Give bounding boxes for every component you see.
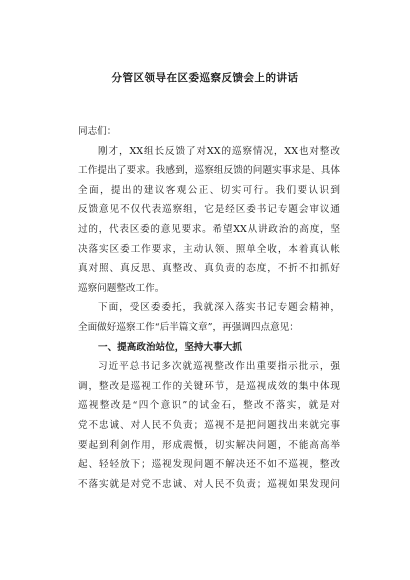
section-heading: 一、提高政治站位，坚持大事大抓 <box>98 341 242 353</box>
text-line: 过的，代表区委的意见要求。希望XX从讲政治的高度，坚 <box>78 223 340 235</box>
text-line: 不落实就是对党不忠诚、对人民不负责；巡视如果发现问 <box>78 478 340 490</box>
text-line: 工作提出了要求。我感到，巡察组反馈的问题实事求是、具体 <box>78 165 340 177</box>
text-line: 决落实区委工作要求，主动认领、照单全收，本着真认帐 <box>78 243 340 255</box>
text-line: 要起到利剑作用，形成震慑，切实解决问题，不能高高举 <box>78 439 340 451</box>
document-title: 分管区领导在区委巡察反馈会上的讲话 <box>111 72 299 84</box>
text-line: 下面，受区委委托，我就深入落实书记专题会精神， <box>98 302 340 314</box>
text-line: 党不忠诚、对人民不负责；巡视不是把问题找出来就完事 <box>78 419 340 431</box>
text-line: 调，整改是巡视工作的关键环节，是巡视成效的集中体现 <box>78 380 340 392</box>
text-line: 巡视整改是“四个意识”的试金石，整改不落实，就是对 <box>78 400 340 412</box>
text-line: 巡察问题整改工作。 <box>78 282 165 294</box>
text-line: 习近平总书记多次就巡视整改作出重要指示批示，强 <box>98 361 340 373</box>
text-line: 全面做好巡察工作“后半篇文章”，再强调四点意见： <box>78 321 299 333</box>
text-line: 反馈意见不仅代表巡察组，它是经区委书记专题会审议通 <box>78 204 340 216</box>
paragraph-lines <box>78 142 340 495</box>
text-line: 真对照、真反思、真整改、真负责的态度，不折不扣抓好 <box>78 263 340 275</box>
text-line: 全面，提出的建议客观公正、切实可行。我们要认识到 <box>78 184 340 196</box>
text-line: 起、轻轻放下；巡视发现问题不解决还不如不巡视，整改 <box>78 459 340 471</box>
text-line: 刚才，XX组长反馈了对XX的巡察情况，XX也对整改 <box>98 145 340 157</box>
salutation: 同志们： <box>78 126 117 137</box>
document-body <box>78 122 340 494</box>
